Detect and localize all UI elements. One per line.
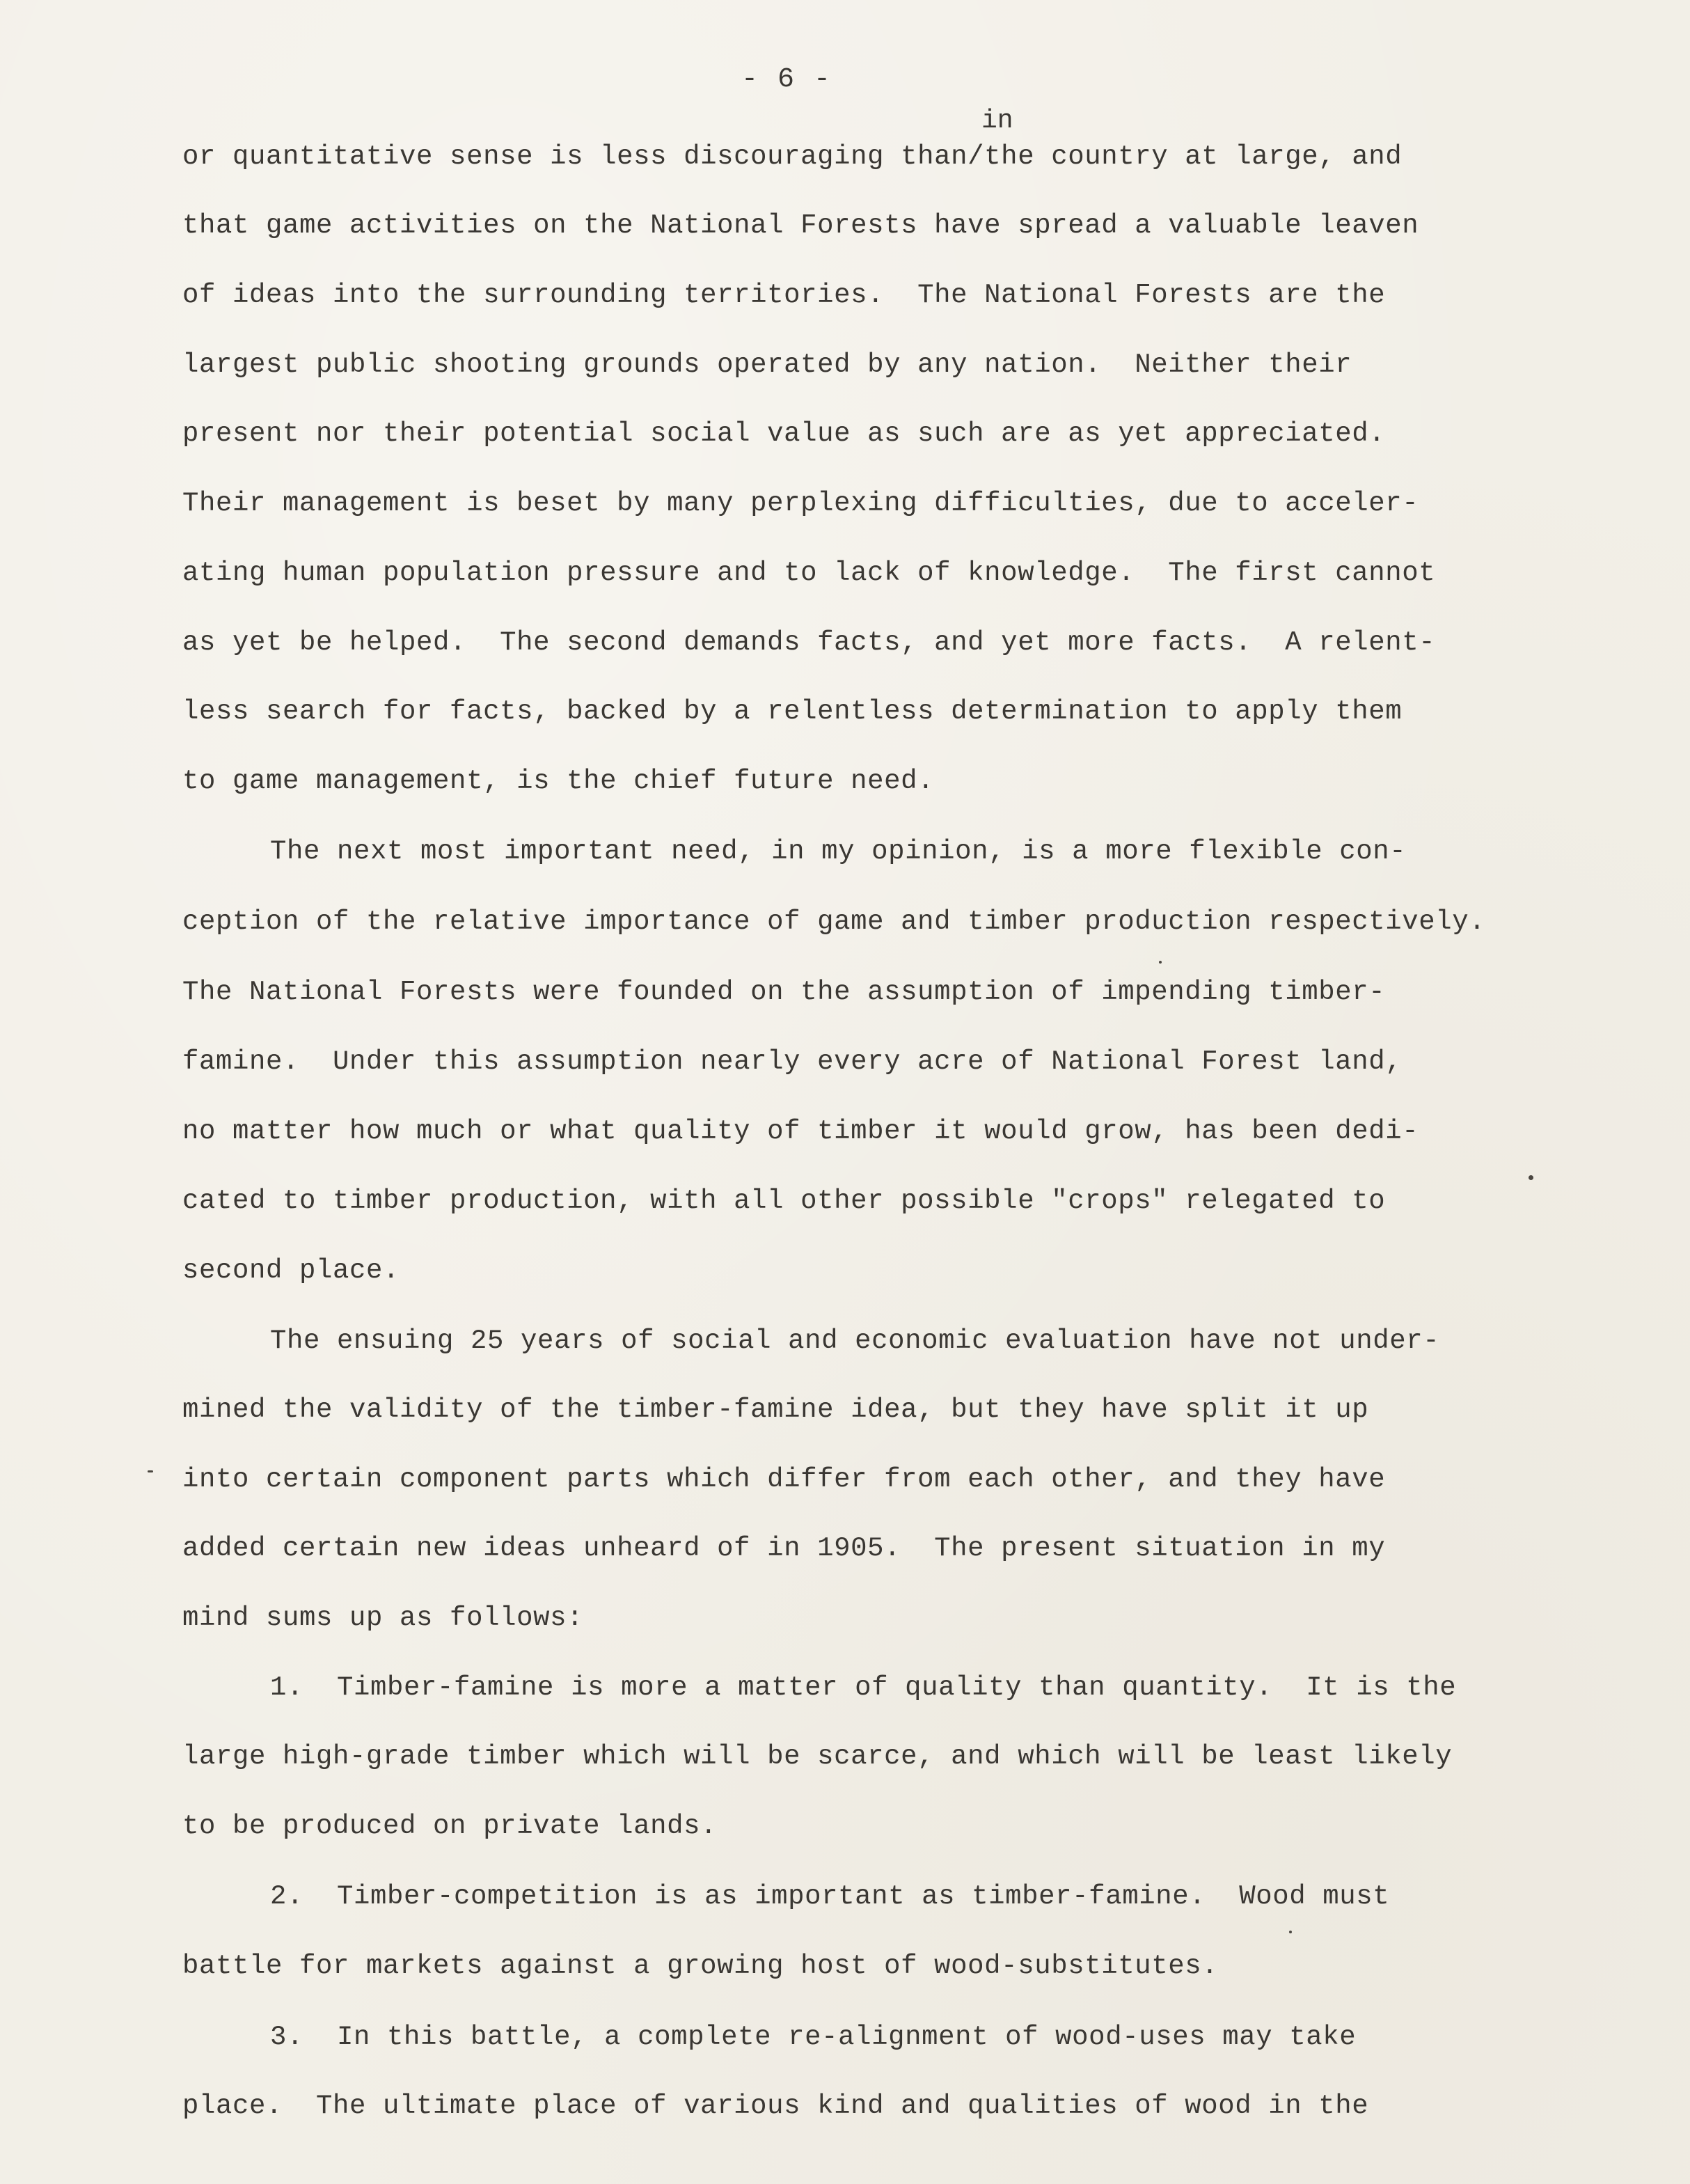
text-line: The ensuing 25 years of social and economic evaluation have not under- xyxy=(270,1326,1440,1356)
text-line: no matter how much or what quality of timber it would grow, has been dedi- xyxy=(182,1116,1419,1147)
text-line: large high-grade timber which will be scarce, and which will be least likely xyxy=(182,1741,1453,1772)
text-line: largest public shooting grounds operated by any nation. Neither their xyxy=(182,349,1352,380)
text-line: to game management, is the chief future need. xyxy=(182,766,935,796)
text-line: 1. Timber-famine is more a matter of quality than quantity. It is the xyxy=(270,1672,1457,1703)
text-line: that game activities on the National Forests have spread a valuable leaven xyxy=(182,210,1419,241)
text-line: into certain component parts which differ from each other, and they have xyxy=(182,1464,1386,1495)
text-line: ception of the relative importance of game and timber production respectively. xyxy=(182,906,1486,937)
text-line: famine. Under this assumption nearly every acre of National Forest land, xyxy=(182,1046,1403,1077)
ink-speck xyxy=(1529,1175,1533,1180)
text-line: to be produced on private lands. xyxy=(182,1811,718,1841)
text-line: Their management is beset by many perplexing difficulties, due to acceler- xyxy=(182,488,1419,519)
text-line: mind sums up as follows: xyxy=(182,1603,584,1633)
text-line: 2. Timber-competition is as important as timber-famine. Wood must xyxy=(270,1881,1390,1912)
text-line: second place. xyxy=(182,1255,400,1286)
text-line: The National Forests were founded on the assumption of impending timber- xyxy=(182,977,1386,1007)
text-line: or quantitative sense is less discouraging than/the country at large, and xyxy=(182,141,1403,172)
text-line: The next most important need, in my opinion, is a more flexible con- xyxy=(270,836,1407,867)
text-line: ating human population pressure and to lack of knowledge. The first cannot xyxy=(182,558,1436,588)
interlinear-insert: in xyxy=(981,106,1013,136)
text-line: present nor their potential social value as such are as yet appreciated. xyxy=(182,418,1386,449)
text-line: less search for facts, backed by a relentless determination to apply them xyxy=(182,696,1403,727)
text-line: battle for markets against a growing host of wood-substitutes. xyxy=(182,1951,1219,1981)
text-line: cated to timber production, with all other possible "crops" relegated to xyxy=(182,1186,1386,1216)
text-line: added certain new ideas unheard of in 1905. The present situation in my xyxy=(182,1533,1386,1564)
text-line: place. The ultimate place of various kind and qualities of wood in the xyxy=(182,2091,1369,2121)
ink-speck xyxy=(148,1470,153,1472)
text-line: as yet be helped. The second demands facts, and yet more facts. A relent- xyxy=(182,627,1436,658)
ink-speck xyxy=(1159,961,1162,964)
ink-speck xyxy=(1289,1931,1292,1933)
text-line: of ideas into the surrounding territories. The National Forests are the xyxy=(182,280,1386,311)
text-line: mined the validity of the timber-famine idea, but they have split it up xyxy=(182,1395,1369,1425)
page-number: - 6 - xyxy=(741,64,832,95)
text-line: 3. In this battle, a complete re-alignment of wood-uses may take xyxy=(270,2022,1357,2052)
